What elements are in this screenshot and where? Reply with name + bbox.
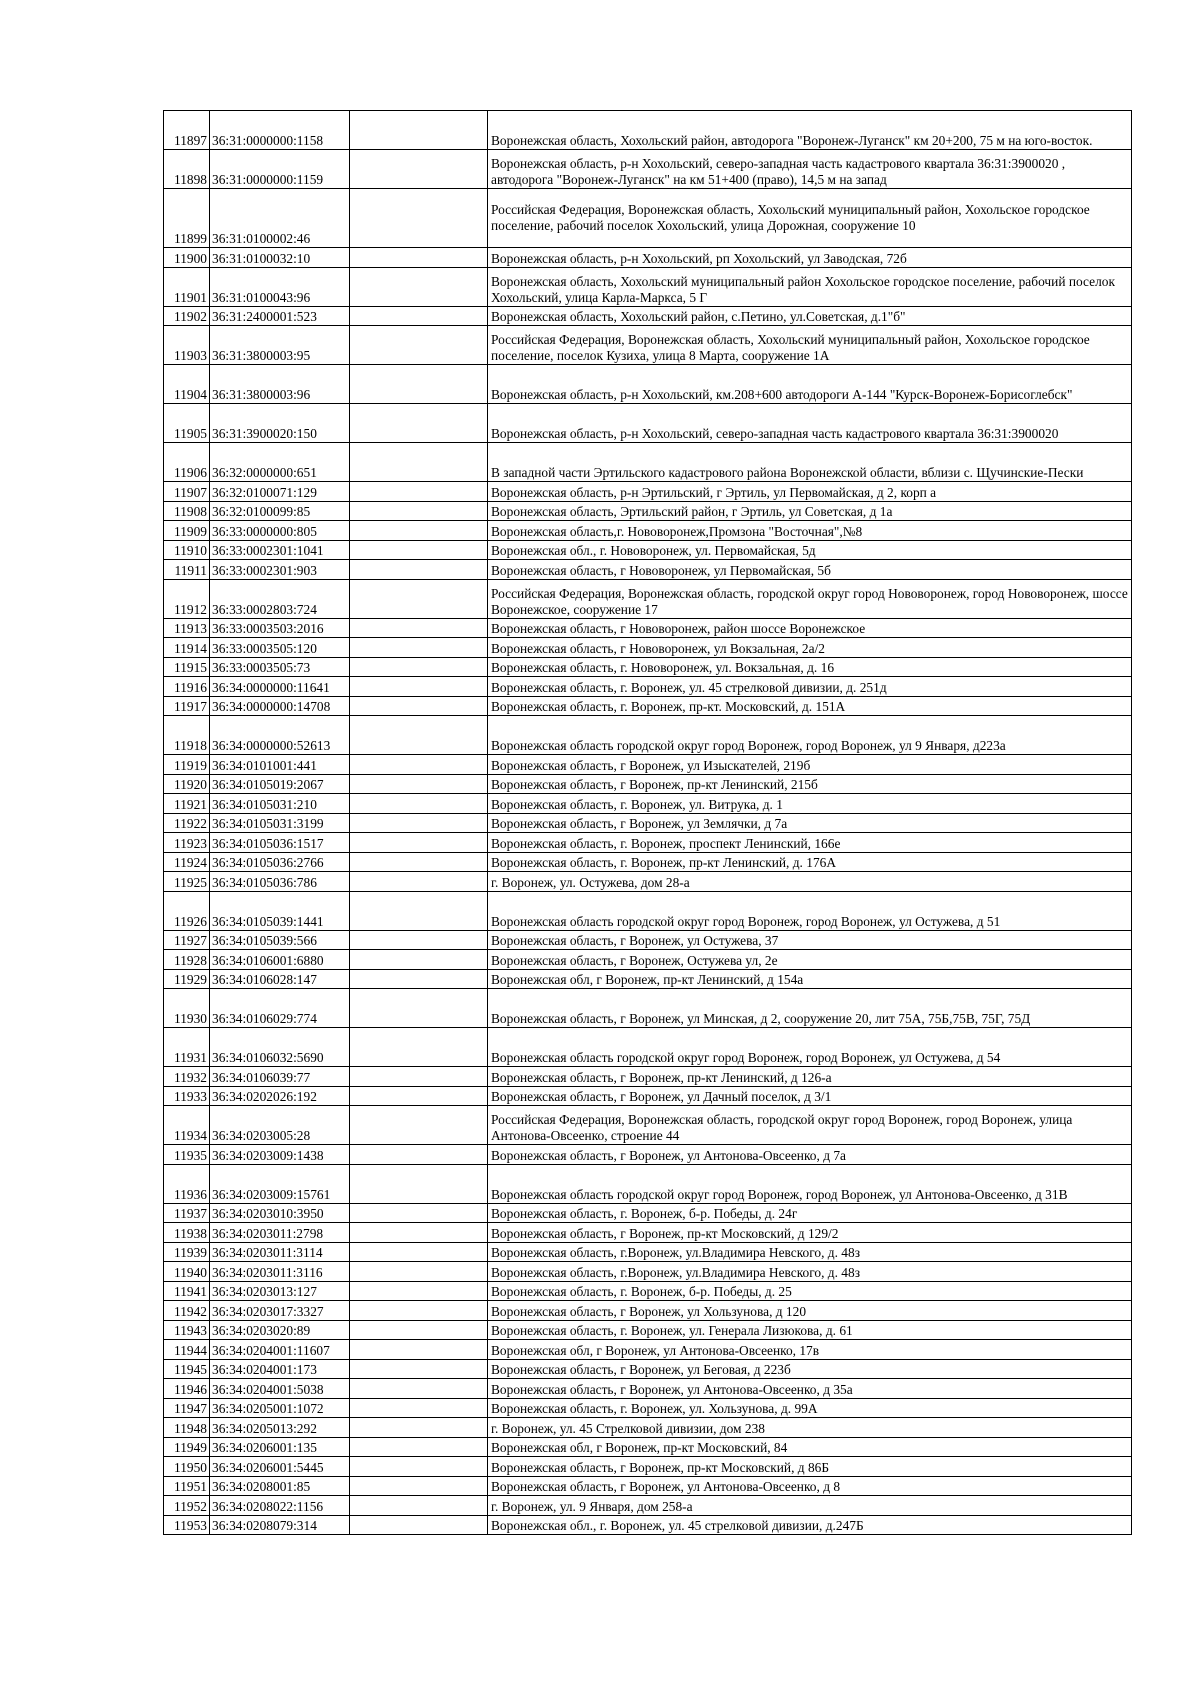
address: Воронежская область, г Нововоронеж, район шоссе Воронежское (488, 618, 1132, 638)
empty-cell (350, 1028, 488, 1067)
cadastral-number: 36:33:0002803:724 (210, 579, 350, 618)
empty-cell (350, 579, 488, 618)
address: Воронежская область,г. Нововоронеж,Промзона "Восточная",№8 (488, 521, 1132, 541)
table-row (164, 1242, 1132, 1262)
empty-cell (350, 1262, 488, 1282)
row-number: 11907 (164, 482, 210, 502)
row-number: 11942 (164, 1301, 210, 1321)
table-row (164, 891, 1132, 930)
row-number: 11946 (164, 1379, 210, 1399)
row-number: 11925 (164, 872, 210, 892)
table-row (164, 111, 1132, 150)
address: Воронежская область городской округ город Воронеж, город Воронеж, ул Антонова-Овсеенко, д 31В (488, 1164, 1132, 1203)
address: Воронежская область, г Воронеж, пр-кт Московский, д 129/2 (488, 1223, 1132, 1243)
address: Воронежская обл, г Воронеж, пр-кт Московский, 84 (488, 1437, 1132, 1457)
row-number: 11929 (164, 969, 210, 989)
address: Воронежская область, г.Воронеж, ул.Владимира Невского, д. 48з (488, 1242, 1132, 1262)
empty-cell (350, 1301, 488, 1321)
table-row (164, 1203, 1132, 1223)
row-number: 11918 (164, 716, 210, 755)
empty-cell (350, 696, 488, 716)
cadastral-number: 36:34:0000000:11641 (210, 677, 350, 697)
address: Воронежская область, г Воронеж, ул Дачный поселок, д 3/1 (488, 1086, 1132, 1106)
empty-cell (350, 1320, 488, 1340)
row-number: 11898 (164, 150, 210, 189)
address: Воронежская обл, г Воронеж, пр-кт Ленинский, д 154а (488, 969, 1132, 989)
table-row (164, 501, 1132, 521)
address: Воронежская область, г. Нововоронеж, ул. Вокзальная, д. 16 (488, 657, 1132, 677)
empty-cell (350, 482, 488, 502)
row-number: 11917 (164, 696, 210, 716)
empty-cell (350, 1496, 488, 1516)
address: Воронежская область, г. Воронеж, пр-кт Ленинский, д. 176А (488, 852, 1132, 872)
empty-cell (350, 1067, 488, 1087)
table-row (164, 1320, 1132, 1340)
table-row (164, 365, 1132, 404)
empty-cell (350, 1515, 488, 1535)
table-row (164, 1418, 1132, 1438)
table-row (164, 306, 1132, 326)
address: г. Воронеж, ул. 9 Января, дом 258-а (488, 1496, 1132, 1516)
empty-cell (350, 657, 488, 677)
cadastral-number: 36:34:0203009:1438 (210, 1145, 350, 1165)
cadastral-number: 36:34:0105036:2766 (210, 852, 350, 872)
row-number: 11903 (164, 326, 210, 365)
table-row (164, 755, 1132, 775)
table-row (164, 189, 1132, 248)
empty-cell (350, 365, 488, 404)
empty-cell (350, 326, 488, 365)
address: г. Воронеж, ул. Остужева, дом 28-а (488, 872, 1132, 892)
empty-cell (350, 1340, 488, 1360)
cadastral-number: 36:33:0003503:2016 (210, 618, 350, 638)
empty-cell (350, 150, 488, 189)
address: Воронежская область, г Воронеж, ул Антонова-Овсеенко, д 7а (488, 1145, 1132, 1165)
table-row (164, 1379, 1132, 1399)
cadastral-number: 36:34:0106039:77 (210, 1067, 350, 1087)
address: Воронежская область, г. Воронеж, пр-кт. Московский, д. 151А (488, 696, 1132, 716)
row-number: 11926 (164, 891, 210, 930)
cadastral-number: 36:34:0203009:15761 (210, 1164, 350, 1203)
table-row (164, 1437, 1132, 1457)
address: Воронежская обл, г Воронеж, ул Антонова-Овсеенко, 17в (488, 1340, 1132, 1360)
address: Воронежская область, г.Воронеж, ул.Владимира Невского, д. 48з (488, 1262, 1132, 1282)
cadastral-number: 36:34:0106001:6880 (210, 950, 350, 970)
empty-cell (350, 891, 488, 930)
cadastral-number: 36:34:0204001:173 (210, 1359, 350, 1379)
address: Воронежская область, г Воронеж, ул Изыскателей, 219б (488, 755, 1132, 775)
cadastral-number: 36:31:0000000:1159 (210, 150, 350, 189)
address: Воронежская область, г. Воронеж, ул. Витрука, д. 1 (488, 794, 1132, 814)
row-number: 11951 (164, 1476, 210, 1496)
table-row (164, 677, 1132, 697)
empty-cell (350, 1418, 488, 1438)
empty-cell (350, 638, 488, 658)
row-number: 11912 (164, 579, 210, 618)
address: Воронежская область, г. Воронеж, ул. Хользунова, д. 99А (488, 1398, 1132, 1418)
row-number: 11904 (164, 365, 210, 404)
row-number: 11927 (164, 930, 210, 950)
table-body (164, 111, 1132, 1535)
cadastral-number: 36:34:0203011:2798 (210, 1223, 350, 1243)
empty-cell (350, 813, 488, 833)
cadastral-number: 36:32:0100099:85 (210, 501, 350, 521)
table-row (164, 1359, 1132, 1379)
table-row (164, 1340, 1132, 1360)
row-number: 11937 (164, 1203, 210, 1223)
table-row (164, 1457, 1132, 1477)
cadastral-number: 36:34:0203017:3327 (210, 1301, 350, 1321)
row-number: 11944 (164, 1340, 210, 1360)
address: Воронежская область, г. Воронеж, ул. Генерала Лизюкова, д. 61 (488, 1320, 1132, 1340)
cadastral-number: 36:34:0208001:85 (210, 1476, 350, 1496)
row-number: 11931 (164, 1028, 210, 1067)
cadastral-number: 36:31:0100043:96 (210, 267, 350, 306)
cadastral-number: 36:34:0205001:1072 (210, 1398, 350, 1418)
table-row (164, 1164, 1132, 1203)
row-number: 11948 (164, 1418, 210, 1438)
row-number: 11922 (164, 813, 210, 833)
address: Воронежская область, г Воронеж, ул Антонова-Овсеенко, д 35а (488, 1379, 1132, 1399)
table-row (164, 657, 1132, 677)
table-row (164, 1301, 1132, 1321)
address: Воронежская область, р-н Эртильский, г Эртиль, ул Первомайская, д 2, корп а (488, 482, 1132, 502)
row-number: 11897 (164, 111, 210, 150)
table-row (164, 540, 1132, 560)
row-number: 11949 (164, 1437, 210, 1457)
table-row (164, 1398, 1132, 1418)
address: Воронежская область, г Воронеж, ул Минская, д 2, сооружение 20, лит 75А, 75Б,75В, 75Г, 75Д (488, 989, 1132, 1028)
table-row (164, 1067, 1132, 1087)
table-row (164, 774, 1132, 794)
table-row (164, 1145, 1132, 1165)
empty-cell (350, 1457, 488, 1477)
address: Российская Федерация, Воронежская область, Хохольский муниципальный район, Хохольское городское поселение, рабочий поселок Хохольский, улица Дорожная, сооружение 10 (488, 189, 1132, 248)
table-row (164, 833, 1132, 853)
row-number: 11934 (164, 1106, 210, 1145)
address: Воронежская область, г Воронеж, пр-кт Ленинский, 215б (488, 774, 1132, 794)
table-row (164, 618, 1132, 638)
cadastral-number: 36:33:0003505:73 (210, 657, 350, 677)
cadastral-number: 36:34:0204001:11607 (210, 1340, 350, 1360)
cadastral-number: 36:34:0203010:3950 (210, 1203, 350, 1223)
table-row (164, 267, 1132, 306)
cadastral-number: 36:34:0204001:5038 (210, 1379, 350, 1399)
empty-cell (350, 1106, 488, 1145)
row-number: 11913 (164, 618, 210, 638)
cadastral-number: 36:32:0100071:129 (210, 482, 350, 502)
table-row (164, 794, 1132, 814)
address: Воронежская область, Хохольский район, автодорога "Воронеж-Луганск" км 20+200, 75 м на юго-восток. (488, 111, 1132, 150)
cadastral-number: 36:33:0002301:1041 (210, 540, 350, 560)
cadastral-number: 36:31:3900020:150 (210, 404, 350, 443)
row-number: 11941 (164, 1281, 210, 1301)
table-row (164, 443, 1132, 482)
row-number: 11909 (164, 521, 210, 541)
empty-cell (350, 248, 488, 268)
cadastral-number: 36:34:0106028:147 (210, 969, 350, 989)
address: Российская Федерация, Воронежская область, Хохольский муниципальный район, Хохольское городское поселение, поселок Кузиха, улица 8 Марта, сооружение 1А (488, 326, 1132, 365)
cadastral-number: 36:34:0105031:3199 (210, 813, 350, 833)
cadastral-number: 36:34:0203020:89 (210, 1320, 350, 1340)
table-row (164, 1476, 1132, 1496)
address: Воронежская область, г. Воронеж, б-р. Победы, д. 24г (488, 1203, 1132, 1223)
table-row (164, 248, 1132, 268)
address: Воронежская область городской округ город Воронеж, город Воронеж, ул 9 Января, д223а (488, 716, 1132, 755)
row-number: 11933 (164, 1086, 210, 1106)
table-row (164, 560, 1132, 580)
row-number: 11908 (164, 501, 210, 521)
table-row (164, 852, 1132, 872)
cadastral-number: 36:34:0203011:3116 (210, 1262, 350, 1282)
address: Российская Федерация, Воронежская область, городской округ город Нововоронеж, город Нововоронеж, шоссе Воронежское, сооружение 17 (488, 579, 1132, 618)
cadastral-number: 36:31:0100032:10 (210, 248, 350, 268)
table-row (164, 813, 1132, 833)
empty-cell (350, 1437, 488, 1457)
row-number: 11930 (164, 989, 210, 1028)
cadastral-number: 36:34:0105036:1517 (210, 833, 350, 853)
empty-cell (350, 1476, 488, 1496)
table-row (164, 150, 1132, 189)
cadastral-number: 36:34:0101001:441 (210, 755, 350, 775)
empty-cell (350, 501, 488, 521)
row-number: 11910 (164, 540, 210, 560)
cadastral-number: 36:32:0000000:651 (210, 443, 350, 482)
cadastral-number: 36:31:3800003:96 (210, 365, 350, 404)
empty-cell (350, 443, 488, 482)
address: Воронежская область, Эртильский район, г Эртиль, ул Советская, д 1а (488, 501, 1132, 521)
address: Воронежская обл., г. Воронеж, ул. 45 стрелковой дивизии, д.247Б (488, 1515, 1132, 1535)
address: Воронежская область, г. Воронеж, проспект Ленинский, 166е (488, 833, 1132, 853)
cadastral-number: 36:34:0202026:192 (210, 1086, 350, 1106)
table-row (164, 638, 1132, 658)
cadastral-number: 36:34:0105036:786 (210, 872, 350, 892)
table-row (164, 1028, 1132, 1067)
row-number: 11935 (164, 1145, 210, 1165)
cadastral-number: 36:31:2400001:523 (210, 306, 350, 326)
row-number: 11906 (164, 443, 210, 482)
address: Воронежская область, г Воронеж, ул Хользунова, д 120 (488, 1301, 1132, 1321)
row-number: 11943 (164, 1320, 210, 1340)
row-number: 11947 (164, 1398, 210, 1418)
empty-cell (350, 950, 488, 970)
address: Воронежская область, г Воронеж, ул Антонова-Овсеенко, д 8 (488, 1476, 1132, 1496)
row-number: 11916 (164, 677, 210, 697)
table-row (164, 930, 1132, 950)
empty-cell (350, 267, 488, 306)
table-row (164, 1223, 1132, 1243)
empty-cell (350, 852, 488, 872)
address: Воронежская область, р-н Хохольский, км.208+600 автодороги А-144 "Курск-Воронеж-Борисоглебск" (488, 365, 1132, 404)
cadastral-number: 36:31:0000000:1158 (210, 111, 350, 150)
empty-cell (350, 618, 488, 638)
cadastral-number: 36:34:0205013:292 (210, 1418, 350, 1438)
empty-cell (350, 404, 488, 443)
address: Воронежская область, Хохольский район, с.Петино, ул.Советская, д.1"б" (488, 306, 1132, 326)
address: Воронежская обл., г. Нововоронеж, ул. Первомайская, 5д (488, 540, 1132, 560)
address: Воронежская область, р-н Хохольский, северо-западная часть кадастрового квартала 36:31:3900020 , автодорога "Воронеж-Луганск" на км 51+400 (право), 14,5 м на запад (488, 150, 1132, 189)
empty-cell (350, 930, 488, 950)
empty-cell (350, 1223, 488, 1243)
address: Воронежская область, г Нововоронеж, ул Первомайская, 5б (488, 560, 1132, 580)
address: Воронежская область, р-н Хохольский, рп Хохольский, ул Заводская, 72б (488, 248, 1132, 268)
row-number: 11928 (164, 950, 210, 970)
address: Воронежская область, г Воронеж, пр-кт Ленинский, д 126-а (488, 1067, 1132, 1087)
cadastral-number: 36:34:0206001:5445 (210, 1457, 350, 1477)
row-number: 11901 (164, 267, 210, 306)
table-row (164, 1086, 1132, 1106)
row-number: 11953 (164, 1515, 210, 1535)
address: г. Воронеж, ул. 45 Стрелковой дивизии, дом 238 (488, 1418, 1132, 1438)
address: Воронежская область, г Нововоронеж, ул Вокзальная, 2а/2 (488, 638, 1132, 658)
table-row (164, 1281, 1132, 1301)
empty-cell (350, 774, 488, 794)
table-row (164, 404, 1132, 443)
address: Российская Федерация, Воронежская область, городской округ город Воронеж, город Воронеж, улица Антонова-Овсеенко, строение 44 (488, 1106, 1132, 1145)
table-row (164, 579, 1132, 618)
table-row (164, 969, 1132, 989)
empty-cell (350, 521, 488, 541)
cadastral-number: 36:34:0105039:1441 (210, 891, 350, 930)
address: Воронежская область, Хохольский муниципальный район Хохольское городское поселение, рабочий поселок Хохольский, улица Карла-Маркса, 5 Г (488, 267, 1132, 306)
address: Воронежская область, г Воронеж, ул Землячки, д 7а (488, 813, 1132, 833)
empty-cell (350, 716, 488, 755)
row-number: 11900 (164, 248, 210, 268)
cadastral-number: 36:31:3800003:95 (210, 326, 350, 365)
table-row (164, 1496, 1132, 1516)
row-number: 11924 (164, 852, 210, 872)
cadastral-number: 36:34:0206001:135 (210, 1437, 350, 1457)
cadastral-number: 36:34:0203005:28 (210, 1106, 350, 1145)
table-row (164, 1262, 1132, 1282)
cadastral-number: 36:34:0105019:2067 (210, 774, 350, 794)
row-number: 11950 (164, 1457, 210, 1477)
table-row (164, 989, 1132, 1028)
empty-cell (350, 989, 488, 1028)
table-row (164, 872, 1132, 892)
address: Воронежская область городской округ город Воронеж, город Воронеж, ул Остужева, д 54 (488, 1028, 1132, 1067)
empty-cell (350, 1242, 488, 1262)
empty-cell (350, 969, 488, 989)
empty-cell (350, 306, 488, 326)
address: Воронежская область, г Воронеж, Остужева ул, 2е (488, 950, 1132, 970)
address: Воронежская область, р-н Хохольский, северо-западная часть кадастрового квартала 36:31:3900020 (488, 404, 1132, 443)
address: Воронежская область, г. Воронеж, б-р. Победы, д. 25 (488, 1281, 1132, 1301)
cadastral-number: 36:33:0000000:805 (210, 521, 350, 541)
address: Воронежская область, г Воронеж, ул Беговая, д 223б (488, 1359, 1132, 1379)
empty-cell (350, 1086, 488, 1106)
empty-cell (350, 1379, 488, 1399)
table-row (164, 521, 1132, 541)
row-number: 11936 (164, 1164, 210, 1203)
empty-cell (350, 111, 488, 150)
cadastral-number: 36:34:0000000:52613 (210, 716, 350, 755)
row-number: 11911 (164, 560, 210, 580)
cadastral-number: 36:34:0106032:5690 (210, 1028, 350, 1067)
row-number: 11915 (164, 657, 210, 677)
empty-cell (350, 833, 488, 853)
row-number: 11914 (164, 638, 210, 658)
cadastral-number: 36:33:0002301:903 (210, 560, 350, 580)
cadastral-number: 36:33:0003505:120 (210, 638, 350, 658)
row-number: 11905 (164, 404, 210, 443)
row-number: 11932 (164, 1067, 210, 1087)
row-number: 11919 (164, 755, 210, 775)
row-number: 11939 (164, 1242, 210, 1262)
cadastral-table (163, 110, 1132, 1535)
empty-cell (350, 1281, 488, 1301)
row-number: 11921 (164, 794, 210, 814)
address: Воронежская область, г. Воронеж, ул. 45 стрелковой дивизии, д. 251д (488, 677, 1132, 697)
address: Воронежская область, г Воронеж, пр-кт Московский, д 86Б (488, 1457, 1132, 1477)
table-row (164, 482, 1132, 502)
row-number: 11952 (164, 1496, 210, 1516)
row-number: 11945 (164, 1359, 210, 1379)
cadastral-number: 36:31:0100002:46 (210, 189, 350, 248)
empty-cell (350, 755, 488, 775)
table-row (164, 950, 1132, 970)
address: В западной части Эртильского кадастрового района Воронежской области, вблизи с. Щучинские-Пески (488, 443, 1132, 482)
empty-cell (350, 540, 488, 560)
empty-cell (350, 1164, 488, 1203)
cadastral-number: 36:34:0000000:14708 (210, 696, 350, 716)
table-row (164, 696, 1132, 716)
row-number: 11938 (164, 1223, 210, 1243)
empty-cell (350, 560, 488, 580)
empty-cell (350, 794, 488, 814)
table-row (164, 1106, 1132, 1145)
table-row (164, 326, 1132, 365)
address: Воронежская область городской округ город Воронеж, город Воронеж, ул Остужева, д 51 (488, 891, 1132, 930)
cadastral-number: 36:34:0208079:314 (210, 1515, 350, 1535)
empty-cell (350, 189, 488, 248)
row-number: 11923 (164, 833, 210, 853)
empty-cell (350, 677, 488, 697)
cadastral-number: 36:34:0105039:566 (210, 930, 350, 950)
table-row (164, 1515, 1132, 1535)
address: Воронежская область, г Воронеж, ул Остужева, 37 (488, 930, 1132, 950)
table-row (164, 716, 1132, 755)
cadastral-number: 36:34:0106029:774 (210, 989, 350, 1028)
cadastral-number: 36:34:0208022:1156 (210, 1496, 350, 1516)
empty-cell (350, 1203, 488, 1223)
row-number: 11899 (164, 189, 210, 248)
cadastral-number: 36:34:0203013:127 (210, 1281, 350, 1301)
empty-cell (350, 872, 488, 892)
cadastral-number: 36:34:0203011:3114 (210, 1242, 350, 1262)
row-number: 11902 (164, 306, 210, 326)
empty-cell (350, 1359, 488, 1379)
row-number: 11920 (164, 774, 210, 794)
empty-cell (350, 1398, 488, 1418)
empty-cell (350, 1145, 488, 1165)
cadastral-number: 36:34:0105031:210 (210, 794, 350, 814)
row-number: 11940 (164, 1262, 210, 1282)
